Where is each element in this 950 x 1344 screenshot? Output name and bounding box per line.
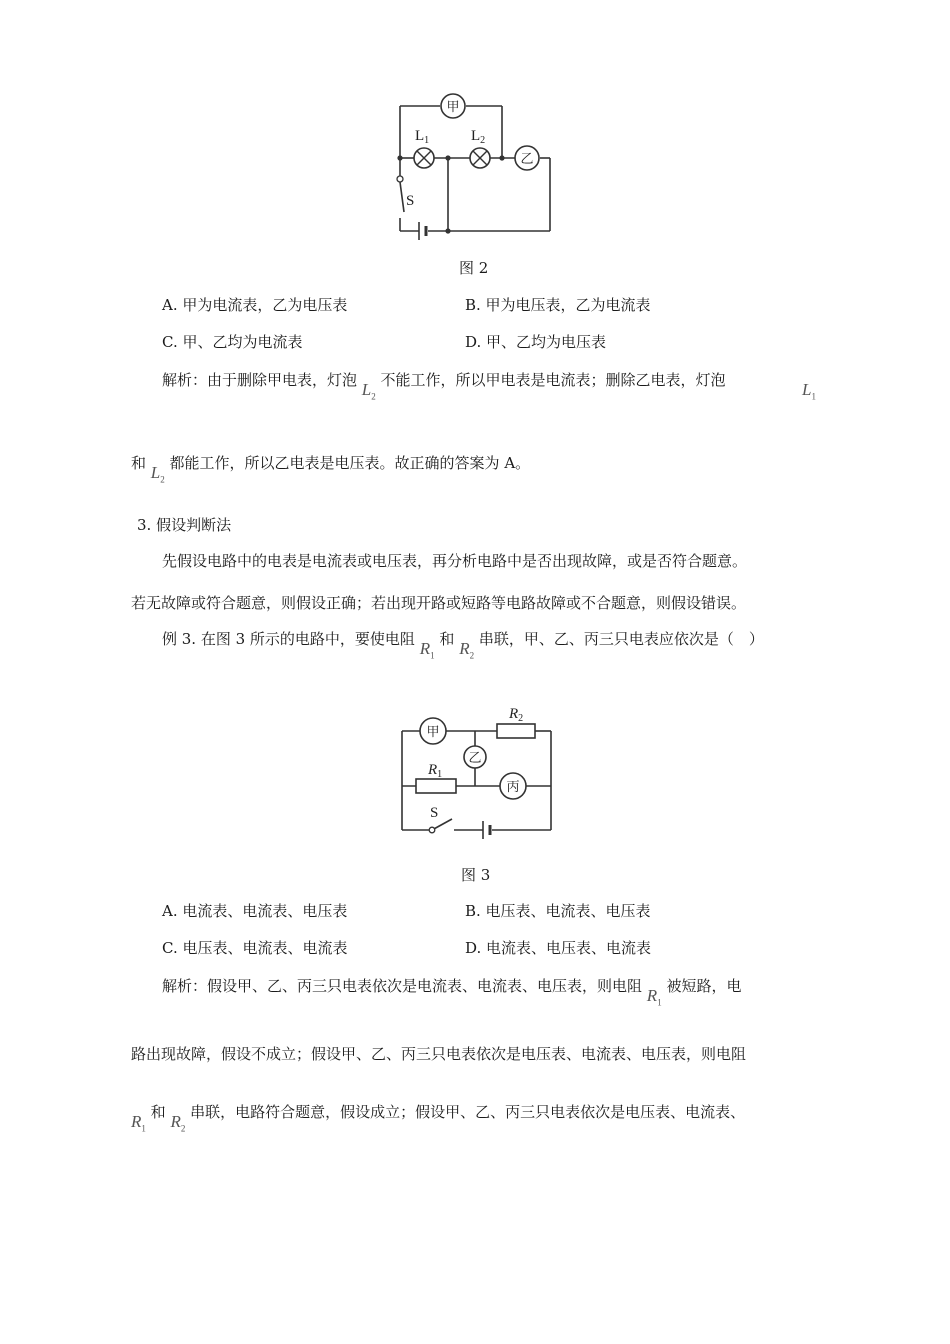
svg-text:L2: $L_2$ bbox=[471, 128, 486, 146]
meter-yi bbox=[464, 746, 486, 768]
svg-text:乙: 乙 bbox=[468, 750, 482, 765]
figure-3-caption: 图 3 bbox=[461, 866, 491, 884]
var-r2: $R_2$ bbox=[459, 639, 475, 661]
option-b: B. 电压表、电流表、电压表 bbox=[465, 902, 651, 920]
meter-jia bbox=[420, 718, 446, 744]
option-d: D. 电流表、电压表、电流表 bbox=[465, 939, 652, 957]
var-r2: $R_2$ bbox=[170, 1112, 186, 1134]
analysis-2-line-2: 和 $L_2$ 都能工作，所以乙电表是电压表。故正确的答案为 A。 bbox=[131, 454, 531, 485]
figure-3-circuit bbox=[392, 695, 562, 840]
resistor-r2 bbox=[497, 706, 535, 738]
section-3-para-2: 若无故障或符合题意，则假设正确；若出现开路或短路等电路故障或不合题意，则假设错误。 bbox=[131, 594, 747, 612]
option-a: A. 甲为电流表，乙为电压表 bbox=[162, 296, 348, 314]
resistor-r1 bbox=[416, 762, 456, 793]
analysis-3-line-3: $R_1$ 和 $R_2$ 串联，电路符合题意，假设成立；假设甲、乙、丙三只电表依次是电压表、电流表、 bbox=[131, 1103, 746, 1134]
example-3: 例 3. 在图 3 所示的电路中，要使电阻 $R_1$ 和 $R_2$ 串联，甲、乙、丙三只电表应依次是（ ） bbox=[162, 630, 764, 661]
var-l2: $L_2$ bbox=[361, 380, 376, 402]
var-r1: $R_1$ bbox=[131, 1112, 146, 1134]
option-c: C. 甲、乙均为电流表 bbox=[162, 333, 303, 351]
option-b: B. 甲为电压表，乙为电流表 bbox=[465, 296, 651, 314]
figure-2-circuit bbox=[390, 88, 560, 248]
meter-jia bbox=[441, 94, 465, 118]
var-r1: $R_1$ bbox=[646, 986, 662, 1008]
option-a: A. 电流表、电流表、电压表 bbox=[162, 902, 348, 920]
var-l1: $L_1$ bbox=[802, 380, 816, 402]
svg-text:R1: $R_1$ bbox=[428, 762, 443, 780]
option-c: C. 电压表、电流表、电流表 bbox=[162, 939, 348, 957]
meter-yi bbox=[515, 146, 539, 170]
var-r1: $R_1$ bbox=[419, 639, 435, 661]
lamp-l1 bbox=[414, 128, 434, 168]
analysis-2-line-1: 解析：由于删除甲电表，灯泡 $L_2$ 不能工作，所以甲电表是电流表；删除乙电表，灯泡 bbox=[162, 371, 726, 402]
svg-text:L1: $L_1$ bbox=[415, 128, 430, 146]
svg-text:R2: $R_2$ bbox=[509, 706, 524, 724]
svg-text:甲: 甲 bbox=[446, 99, 460, 114]
svg-text:丙: 丙 bbox=[506, 779, 520, 794]
var-l2: $L_2$ bbox=[150, 463, 165, 485]
svg-text:乙: 乙 bbox=[520, 151, 534, 166]
meter-bing bbox=[500, 773, 526, 799]
section-3-para-1: 先假设电路中的电表是电流表或电压表，再分析电路中是否出现故障，或是否符合题意。 bbox=[162, 552, 748, 570]
analysis-3-line-1: 解析：假设甲、乙、丙三只电表依次是电流表、电流表、电压表，则电阻 $R_1$ 被短路，电 bbox=[162, 977, 742, 1008]
analysis-3-line-2: 路出现故障，假设不成立；假设甲、乙、丙三只电表依次是电压表、电流表、电压表，则电阻 bbox=[131, 1045, 747, 1063]
svg-text:甲: 甲 bbox=[426, 724, 440, 739]
section-3-title: 3. 假设判断法 bbox=[137, 516, 232, 534]
lamp-l2 bbox=[470, 128, 490, 168]
option-d: D. 甲、乙均为电压表 bbox=[465, 333, 607, 351]
switch-label: S bbox=[430, 805, 439, 821]
switch-label: S bbox=[406, 193, 415, 209]
figure-2-caption: 图 2 bbox=[459, 259, 489, 277]
